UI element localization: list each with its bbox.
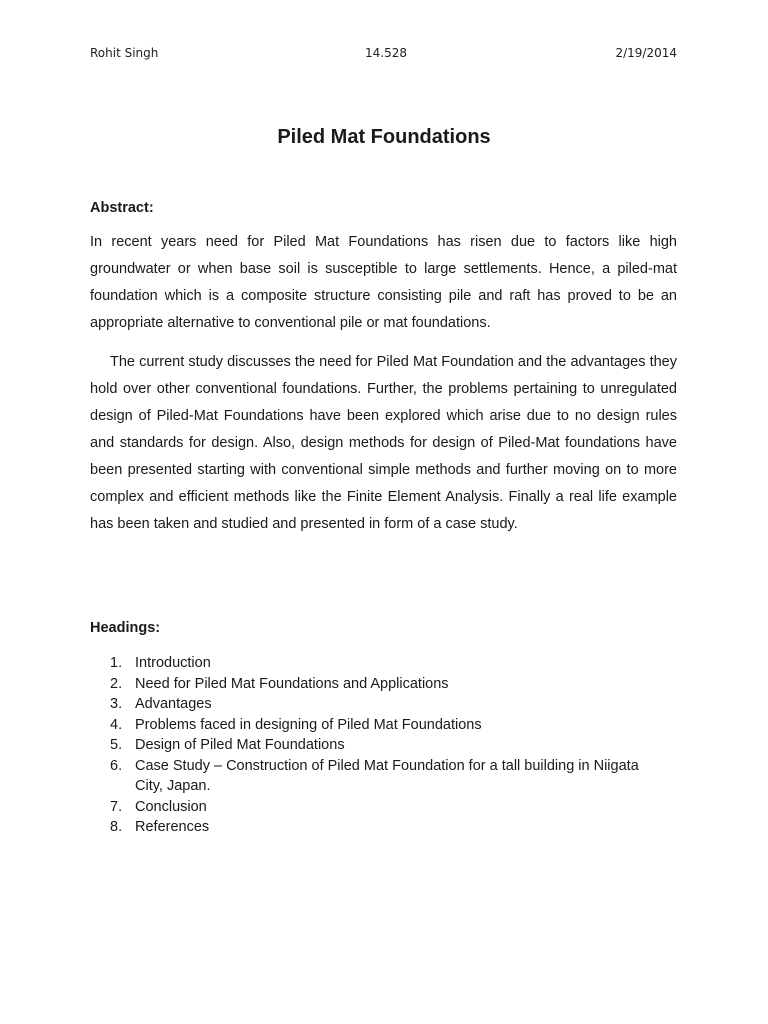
list-item-number: 6.: [110, 757, 123, 774]
list-item: [110, 797, 670, 818]
list-item: [110, 694, 670, 715]
page-header: [90, 46, 677, 64]
headings-heading: Headings:: [90, 620, 161, 636]
list-item-number: 8.: [110, 819, 123, 835]
list-item-number: 1.: [110, 655, 123, 671]
list-item-text: Advantages: [135, 696, 212, 712]
list-item: [110, 817, 670, 838]
list-item-number: 7.: [110, 798, 123, 815]
abstract-heading: Abstract:: [90, 200, 154, 216]
list-item: [110, 674, 670, 695]
list-item-text: Design of Piled Mat Foundations: [135, 737, 345, 753]
list-item-number: 2.: [110, 675, 123, 692]
list-item: [110, 715, 670, 736]
list-item: [110, 756, 670, 797]
header-date: 2/19/2014: [615, 46, 677, 60]
list-item-text: Introduction: [135, 655, 211, 671]
list-item: [110, 653, 670, 674]
headings-list: [110, 653, 670, 838]
document-title: Piled Mat Foundations: [277, 126, 491, 148]
header-author: Rohit Singh: [90, 46, 159, 60]
list-item-text: Need for Piled Mat Foundations and Applications: [135, 675, 449, 692]
list-item-number: 3.: [110, 696, 123, 712]
list-item-text: Conclusion: [135, 798, 207, 815]
abstract-paragraph-2: The current study discusses the need for Piled Mat Foundation and the advantages they hold over other conventional foundations. Further, the problems pertaining to unregulated design of Piled-Mat Foundations have been explored which arise due to no design rules and standards for design. Also, design methods for design of Piled-Mat foundations have been presented starting with conventional simple methods and further moving on to more complex and efficient methods like the Finite Element Analysis. Finally a real life example has been taken and studied and presented in form of a case study.: [90, 354, 677, 532]
list-item-text: References: [135, 819, 210, 835]
list-item-text: Case Study – Construction of Piled Mat Foundation for a tall building in Niigata City, Japan.: [135, 757, 639, 794]
list-item-number: 4.: [110, 716, 123, 733]
header-course: 14.528: [365, 46, 407, 60]
list-item: [110, 735, 670, 756]
abstract-paragraph-1: In recent years need for Piled Mat Foundations has risen due to factors like high groundwater or when base soil is susceptible to large settlements. Hence, a piled-mat foundation which is a composite structure consisting pile and raft has proved to be an appropriate alternative to conventional pile or mat foundations.: [90, 234, 677, 331]
list-item-text: Problems faced in designing of Piled Mat Foundations: [135, 716, 482, 733]
list-item-number: 5.: [110, 737, 123, 753]
